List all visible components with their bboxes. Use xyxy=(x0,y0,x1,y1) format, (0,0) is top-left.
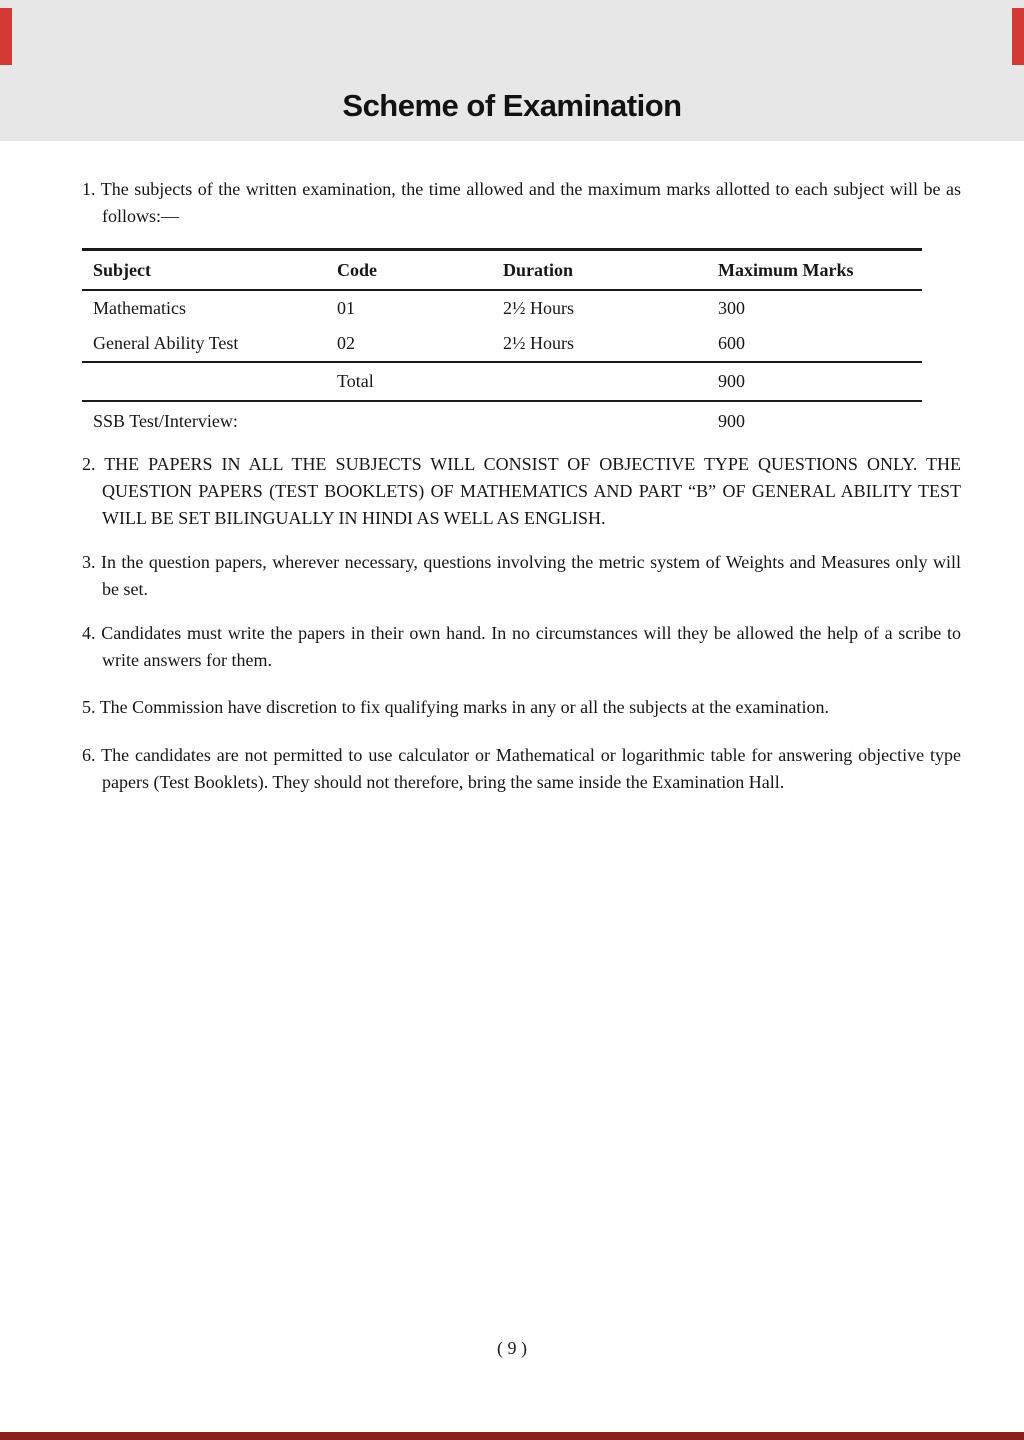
table-row-ssb-interview xyxy=(82,402,922,440)
bottom-edge-print-mark xyxy=(0,1432,1024,1440)
cell-subject: General Ability Test xyxy=(93,333,239,353)
ssb-label: SSB Test/Interview: xyxy=(93,410,238,431)
cell-subject: Mathematics xyxy=(93,298,186,318)
list-item-3 xyxy=(82,549,961,603)
total-label: Total xyxy=(337,371,374,391)
cell-marks: 300 xyxy=(718,298,745,318)
page-number: ( 9 ) xyxy=(497,1338,527,1358)
list-item-2 xyxy=(82,451,961,532)
right-edge-print-mark xyxy=(1012,8,1024,65)
list-item-5 xyxy=(82,694,961,721)
list-item-4 xyxy=(82,620,961,674)
title-band xyxy=(0,0,1024,141)
left-edge-print-mark xyxy=(0,8,12,65)
cell-marks: 600 xyxy=(718,333,745,353)
list-item-1 xyxy=(82,176,961,230)
exam-scheme-table xyxy=(82,248,922,440)
list-item-3-number: 3. xyxy=(82,552,96,572)
page-title: Scheme of Examination xyxy=(342,88,682,123)
list-item-4-number: 4. xyxy=(82,623,96,643)
list-item-2-number: 2. xyxy=(82,454,96,474)
list-item-6 xyxy=(82,742,961,796)
table-header-row xyxy=(82,248,922,291)
table-header-duration: Duration xyxy=(503,259,574,280)
cell-code: 02 xyxy=(337,333,355,353)
table-header-subject: Subject xyxy=(93,259,151,280)
total-value: 900 xyxy=(718,371,745,391)
cell-duration: 2½ Hours xyxy=(503,298,574,318)
cell-duration: 2½ Hours xyxy=(503,333,574,353)
list-item-5-number: 5. xyxy=(82,697,96,717)
list-item-4-text: Candidates must write the papers in their own hand. In no circumstances will they be allowed the help of a scribe to write answers for them. xyxy=(101,623,962,670)
table-header-code: Code xyxy=(337,259,377,280)
list-item-3-text: In the question papers, wherever necessary, questions involving the metric system of Weights and Measures only will be set. xyxy=(100,552,962,599)
cell-code: 01 xyxy=(337,298,355,318)
list-item-5-text: The Commission have discretion to fix qualifying marks in any or all the subjects at the examination. xyxy=(99,697,830,717)
list-item-1-text: The subjects of the written examination, the time allowed and the maximum marks allotted to each subject will be as follows:— xyxy=(100,179,961,226)
ssb-value: 900 xyxy=(718,410,745,431)
table-row-mathematics xyxy=(82,291,922,326)
list-item-6-number: 6. xyxy=(82,745,96,765)
list-item-1-number: 1. xyxy=(82,179,96,199)
table-row-total xyxy=(82,363,922,402)
table-row-general-ability-test xyxy=(82,326,922,363)
list-item-6-text: The candidates are not permitted to use calculator or Mathematical or logarithmic table for answering objective type papers (Test Booklets). They should not therefore, bring the same inside the Examination Hall. xyxy=(101,745,961,792)
list-item-2-text: THE PAPERS IN ALL THE SUBJECTS WILL CONSIST OF OBJECTIVE TYPE QUESTIONS ONLY. THE QUESTION PAPERS (TEST BOOKLETS) OF MATHEMATICS AND PART “B” OF GENERAL ABILITY TEST WILL BE SET BILINGUALLY IN HINDI AS WELL AS ENGLISH. xyxy=(102,454,961,528)
table-header-maximum-marks: Maximum Marks xyxy=(718,259,854,280)
